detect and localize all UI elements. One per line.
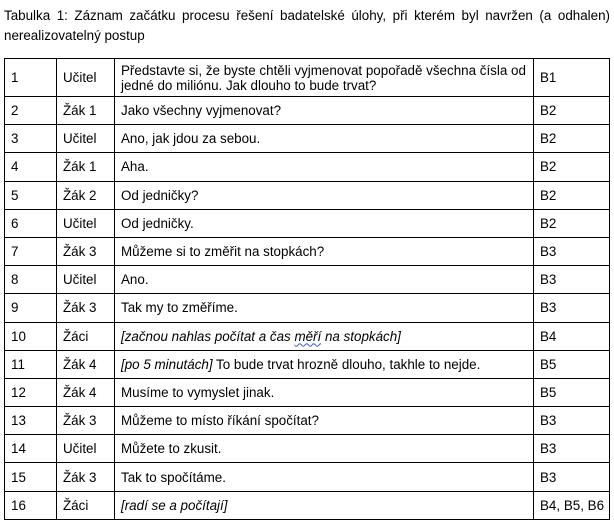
utterance-cell: Představte si, že byste chtěli vyjmenovat popořadě všechna čísla od jedné do miliónu. Jak dlouho to bude trvat?: [115, 59, 534, 97]
row-number: 8: [5, 266, 57, 294]
table-row: [5, 463, 610, 491]
utterance-cell: [115, 350, 534, 378]
utterance-text: na stopkách]: [321, 328, 401, 344]
utterance-cell: Musíme to vymyslet jinak.: [115, 378, 534, 406]
row-number: 3: [5, 125, 57, 153]
table-row: [5, 209, 610, 237]
speaker-cell: Učitel: [57, 209, 115, 237]
utterance-cell: Od jedničky?: [115, 181, 534, 209]
speaker-cell: Učitel: [57, 266, 115, 294]
code-cell: B3: [534, 237, 610, 265]
table-row: [5, 350, 610, 378]
utterance-cell: Můžeme to místo říkání spočítat?: [115, 407, 534, 435]
code-cell: B2: [534, 97, 610, 125]
speaker-cell: Učitel: [57, 59, 115, 97]
table-row: [5, 407, 610, 435]
utterance-cell: Aha.: [115, 153, 534, 181]
speaker-cell: Žák 3: [57, 294, 115, 322]
code-cell: B5: [534, 378, 610, 406]
stage-direction: [po 5 minutách]: [121, 356, 213, 372]
utterance-cell: [radí se a počítají]: [115, 491, 534, 519]
table-row: [5, 322, 610, 350]
utterance-cell: Ano.: [115, 266, 534, 294]
spellcheck-marked-word: měří: [294, 328, 322, 344]
utterance-text: [začnou nahlas počítat a čas: [121, 328, 295, 344]
row-number: 6: [5, 209, 57, 237]
utterance-cell: Od jedničky.: [115, 209, 534, 237]
speaker-cell: Žák 3: [57, 237, 115, 265]
table-row: [5, 59, 610, 97]
utterance-text: To bude trvat hrozně dlouho, takhle to nejde.: [212, 356, 481, 372]
utterance-cell: [115, 322, 534, 350]
speaker-cell: Žáci: [57, 322, 115, 350]
row-number: 14: [5, 435, 57, 463]
row-number: 9: [5, 294, 57, 322]
table-row: [5, 125, 610, 153]
row-number: 4: [5, 153, 57, 181]
table-row: [5, 181, 610, 209]
utterance-cell: Můžeme si to změřit na stopkách?: [115, 237, 534, 265]
row-number: 13: [5, 407, 57, 435]
table-caption: Tabulka 1: Záznam začátku procesu řešení badatelské úlohy, při kterém byl navržen (a odhalen) nerealizovatelný postup: [4, 8, 610, 43]
row-number: 7: [5, 237, 57, 265]
code-cell: B5: [534, 350, 610, 378]
row-number: 12: [5, 378, 57, 406]
utterance-cell: Můžete to zkusit.: [115, 435, 534, 463]
code-cell: B3: [534, 266, 610, 294]
table-row: [5, 378, 610, 406]
speaker-cell: Učitel: [57, 125, 115, 153]
code-cell: B3: [534, 294, 610, 322]
row-number: 1: [5, 59, 57, 97]
code-cell: B3: [534, 463, 610, 491]
row-number: 10: [5, 322, 57, 350]
code-cell: B3: [534, 435, 610, 463]
table-row: [5, 294, 610, 322]
code-cell: B2: [534, 125, 610, 153]
code-cell: B3: [534, 407, 610, 435]
utterance-cell: Ano, jak jdou za sebou.: [115, 125, 534, 153]
code-cell: B2: [534, 153, 610, 181]
speaker-cell: Žáci: [57, 491, 115, 519]
table-row: [5, 266, 610, 294]
speaker-cell: Žák 2: [57, 181, 115, 209]
table-row: [5, 97, 610, 125]
speaker-cell: Žák 1: [57, 153, 115, 181]
speaker-cell: Žák 3: [57, 463, 115, 491]
code-cell: B2: [534, 209, 610, 237]
speaker-cell: Žák 4: [57, 350, 115, 378]
table-row: [5, 237, 610, 265]
row-number: 5: [5, 181, 57, 209]
table-row: [5, 435, 610, 463]
table-row: [5, 491, 610, 519]
code-cell: B4, B5, B6: [534, 491, 610, 519]
speaker-cell: Učitel: [57, 435, 115, 463]
table-row: [5, 153, 610, 181]
row-number: 16: [5, 491, 57, 519]
speaker-cell: Žák 4: [57, 378, 115, 406]
code-cell: B2: [534, 181, 610, 209]
speaker-cell: Žák 1: [57, 97, 115, 125]
row-number: 15: [5, 463, 57, 491]
code-cell: B1: [534, 59, 610, 97]
transcript-table: [4, 58, 610, 520]
utterance-cell: Tak to spočítáme.: [115, 463, 534, 491]
row-number: 11: [5, 350, 57, 378]
code-cell: B4: [534, 322, 610, 350]
speaker-cell: Žák 3: [57, 407, 115, 435]
utterance-cell: Jako všechny vyjmenovat?: [115, 97, 534, 125]
row-number: 2: [5, 97, 57, 125]
utterance-cell: Tak my to změříme.: [115, 294, 534, 322]
